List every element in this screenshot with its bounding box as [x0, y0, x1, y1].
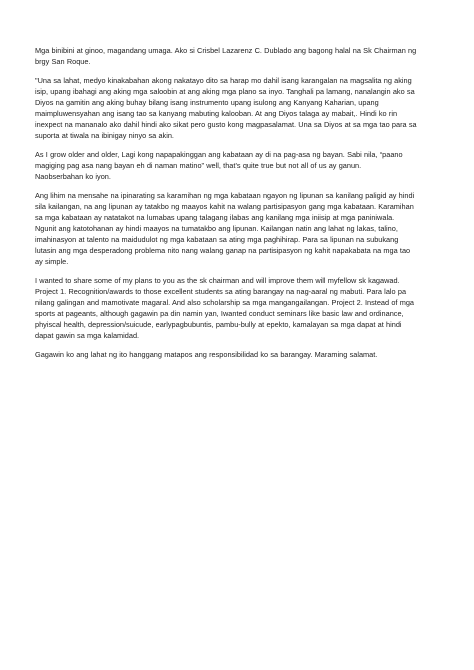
text-line: ay simple.: [35, 257, 69, 266]
paragraph-closing: [35, 349, 445, 360]
document-body: [35, 45, 445, 368]
text-line: phyiscal health, depression/suicude, earlypagbubuntis, pambu-bully at epekto, kamalayan sa mga dapat at hindi: [35, 320, 402, 329]
text-line: lutasin ang mga desperadong problema nito nang walang ganap na partisipasyon ng kahit napakabata na mga tao: [35, 246, 411, 255]
text-line: brgy San Roque.: [35, 57, 91, 66]
text-line: suporta at tiwala na ibinigay ninyo sa akin.: [35, 131, 174, 140]
text-line: Ngunit ang katotohanan ay hindi maayos na tumatakbo ang lipunan. Kailangan natin ang lahat ng lakas, talino,: [35, 224, 398, 233]
text-line: inexpect na mananalo ako dahil hindi ako sikat pero gusto kong magpasalamat. Una sa Diyos at sa mga tao para sa: [35, 120, 417, 129]
text-line: sa mga kabataan ay natatakot na lumabas upang talagang ilabas ang kanilang mga iniisip at mga paniniwala.: [35, 213, 395, 222]
text-line: As I grow older and older, Lagi kong napapakinggan ang kabataan ay di na pag-asa ng bayan. Sabi nila, “paano: [35, 150, 403, 159]
text-line: Naobserbahan ko iyon.: [35, 172, 111, 181]
text-line: I wanted to share some of my plans to you as the sk chairman and will improve them will myfellow sk kagawad.: [35, 276, 400, 285]
paragraph-youth-hope: [35, 149, 445, 182]
text-line: Diyos na gamitin ang aking buhay bilang isang instrumento upang isulong ang Kanyang Kaharian, upang: [35, 98, 379, 107]
text-line: imahinasyon at talento na maidudulot ng mga kabataan sa ating mga paghihirap. Para sa lipunan na subukang: [35, 235, 399, 244]
text-line: maimpluwensyahan ang isang tao sa kanyang mabuting kalooban. At ang Diyos talaga ay mabait,. Hindi ko rin: [35, 109, 398, 118]
text-line: magiging pag asa nang bayan eh di naman matino” well, that’s quite true but not all of us ay ganun.: [35, 161, 362, 170]
text-line: sila kailangan, na ang lipunan ay tatakbo ng maayos kahit na walang partisipasyon gang mga kabataan. Karamihan: [35, 202, 414, 211]
text-line: isip, upang ibahagi ang aking mga saloobin at ang aking mga plano sa inyo. Tanghali pa lamang, nanalangin ako sa: [35, 87, 415, 96]
text-line: Project 1. Recognition/awards to those excellent students sa ating barangay na nag-aaral ng mabuti. Para lalo pa: [35, 287, 407, 296]
text-line: dapat gawin sa mga kalamidad.: [35, 331, 140, 340]
paragraph-plans: [35, 275, 445, 341]
paragraph-gratitude: [35, 75, 445, 141]
paragraph-introduction: [35, 45, 445, 67]
text-line: sports at pageants, although gagawin pa din namin yan, Iwanted conduct seminars like basic law and ordinance,: [35, 309, 404, 318]
text-line: "Una sa lahat, medyo kinakabahan akong nakatayo dito sa harap mo dahil isang karangalan na magsalita ng aking: [35, 76, 412, 85]
text-line: Ang lihim na mensahe na ipinarating sa karamihan ng mga kabataan ngayon ng lipunan sa kanilang paligid ay hindi: [35, 191, 415, 200]
text-line: nilang galingan and mamotivate magaral. And also scholarship sa mga mangangailangan. Project 2. Instead of mga: [35, 298, 414, 307]
paragraph-society-message: [35, 190, 445, 267]
text-line: Gagawin ko ang lahat ng ito hanggang matapos ang responsibilidad ko sa barangay. Maraming salamat.: [35, 350, 378, 359]
text-line: Mga binibini at ginoo, magandang umaga. Ako si Crisbel Lazarenz C. Dublado ang bagong halal na Sk Chairman ng: [35, 46, 417, 55]
